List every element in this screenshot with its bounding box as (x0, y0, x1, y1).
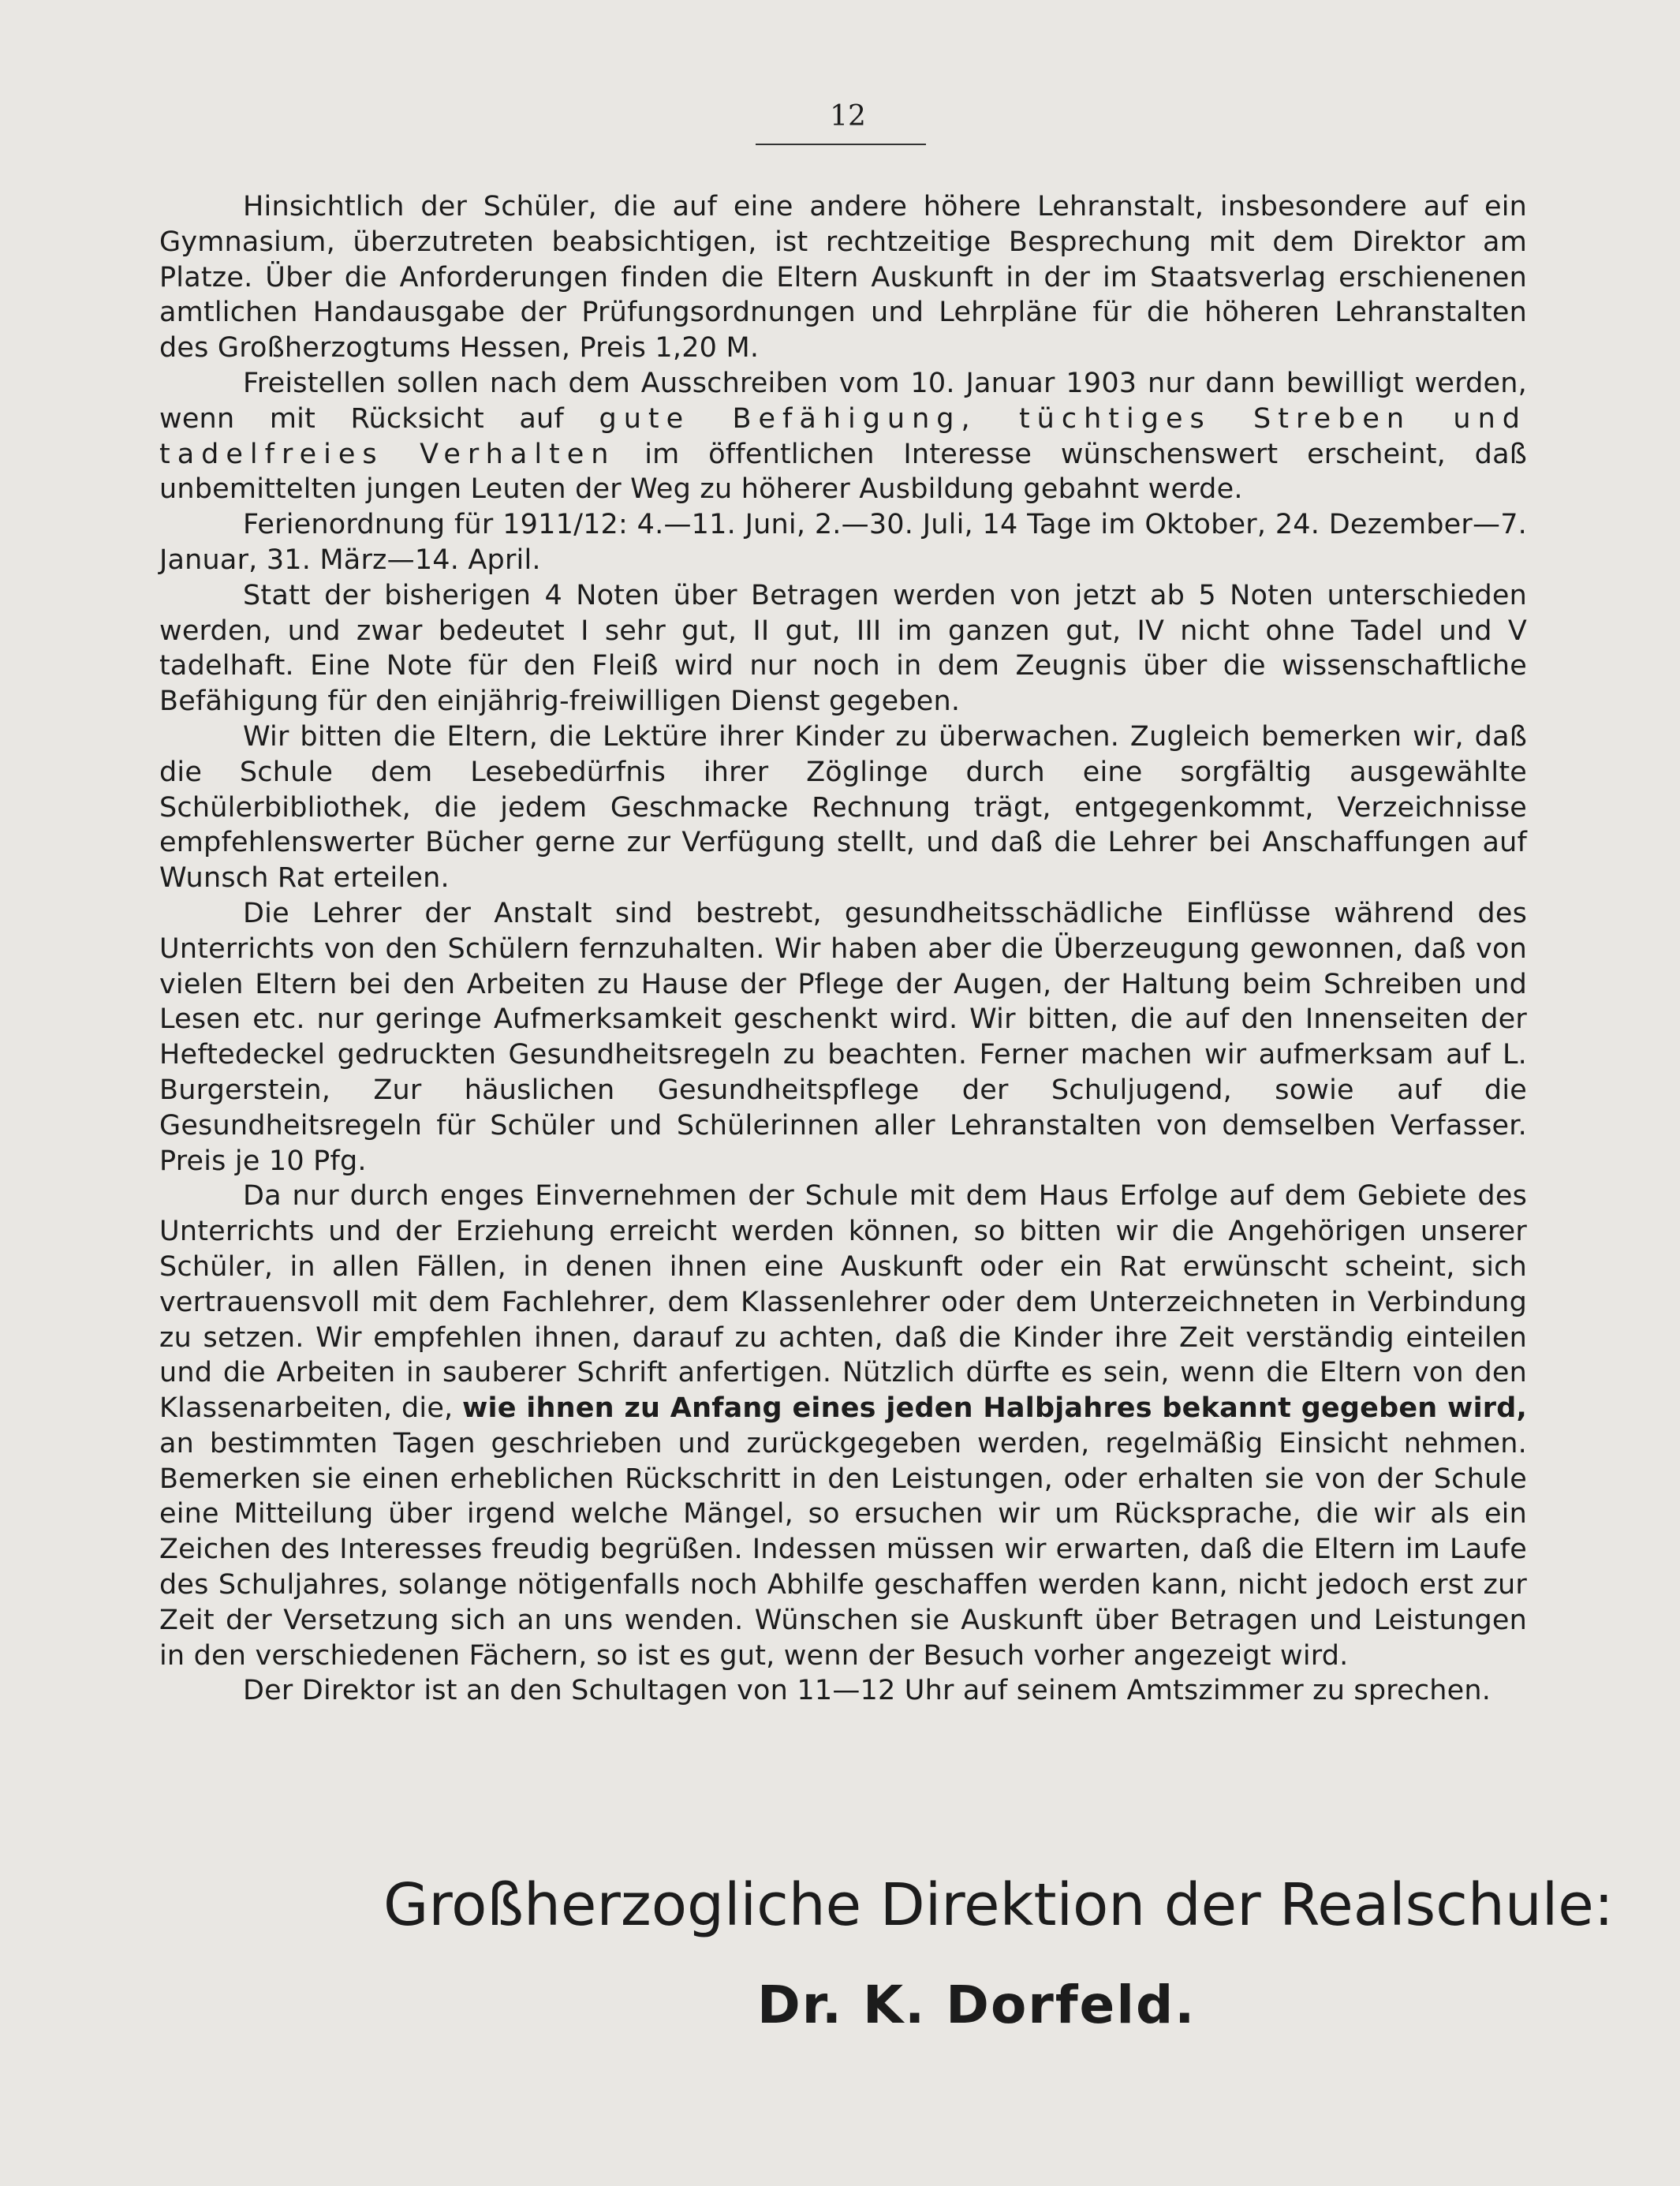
text-segment: im öffentlichen Interesse wünschenswert erscheint, daß unbemittelten jungen Leuten der Weg zu höherer Ausbildung gebahnt werde. (159, 438, 1527, 506)
page-number: 12 (830, 100, 866, 133)
signature-name: Dr. K. Dorfeld. (757, 1975, 1197, 2035)
text-segment: an bestimmten Tagen geschrieben und zurückgegeben werden, regelmäßig Einsicht nehmen. Bemerken sie einen erheblichen Rückschritt in den Leistungen, oder erhalten sie von der Schule eine Mitteilung über irgend welche Mängel, so ersuchen wir um Rücksprache, die wir als ein Zeichen des Interesses freudig begrüßen. Indessen müssen wir erwarten, daß die Eltern im Laufe des Schuljahres, solange nötigenfalls noch Abhilfe geschaffen werden kann, nicht jedoch erst zur Zeit der Versetzung sich an uns wenden. Wünschen sie Auskunft über Betragen und Leistungen in den verschiedenen Fächern, so ist es gut, wenn der Besuch vorher angezeigt wird. (159, 1427, 1527, 1672)
text-segment: Freistellen sollen nach dem Ausschreiben vom 10. Januar 1903 nur dann bewilligt werden, wenn mit Rücksicht auf (159, 367, 1527, 435)
body-text (159, 189, 1527, 1709)
text-segment: Der Direktor ist an den Schultagen von 11—12 Uhr auf seinem Amtszimmer zu sprechen. (243, 1675, 1491, 1707)
text-segment: Wir bitten die Eltern, die Lektüre ihrer Kinder zu überwachen. Zugleich bemerken wir, daß die Schule dem Lesebedürfnis ihrer Zöglinge durch eine sorgfältig ausgewählte Schülerbibliothek, die jedem Geschmacke Rechnung trägt, entgegenkommt, Verzeichnisse empfehlenswerter Bücher gerne zur Verfügung stellt, und daß die Lehrer bei Anschaffungen auf Wunsch Rat erteilen. (159, 720, 1527, 895)
text-segment: Statt der bisherigen 4 Noten über Betragen werden von jetzt ab 5 Noten unterschieden werden, und zwar bedeutet I sehr gut, II gut, III im ganzen gut, IV nicht ohne Tadel und V tadelhaft. Eine Note für den Fleiß wird nur noch in dem Zeugnis über die wissenschaftliche Befähigung für den einjährig-freiwilligen Dienst gegeben. (159, 579, 1527, 718)
paragraph (159, 507, 1527, 578)
paragraph (159, 366, 1527, 507)
paragraph (159, 719, 1527, 896)
text-segment: Die Lehrer der Anstalt sind bestrebt, gesundheitsschädliche Einflüsse während des Unterrichts von den Schülern fernzuhalten. Wir haben aber die Überzeugung gewonnen, daß von vielen Eltern bei den Arbeiten zu Hause der Pflege der Augen, der Haltung beim Schreiben und Lesen etc. nur geringe Aufmerksamkeit geschenkt wird. Wir bitten, die auf den Innenseiten der Heftedeckel gedruckten Gesundheitsregeln zu beachten. Ferner machen wir aufmerksam auf L. Burgerstein, Zur häuslichen Gesundheitspflege der Schuljugend, sowie auf die Gesundheitsregeln für Schüler und Schülerinnen aller Lehranstalten von demselben Verfasser. Preis je 10 Pfg. (159, 897, 1527, 1177)
text-segment: Hinsichtlich der Schüler, die auf eine andere höhere Lehranstalt, insbesondere auf ein Gymnasium, überzutreten beabsichtigen, ist rechtzeitige Besprechung mit dem Direktor am Platze. Über die Anforderungen finden die Eltern Auskunft in der im Staatsverlag erschienenen amtlichen Handausgabe der Prüfungsordnungen und Lehrpläne für die höheren Lehranstalten des Großherzogtums Hessen, Preis 1,20 M. (159, 191, 1527, 364)
spaced-emphasis: gute Befähigung, tüchtiges Streben und tadelfreies Verhalten (159, 402, 1527, 470)
paragraph (159, 1179, 1527, 1673)
paragraph (159, 578, 1527, 719)
paragraph (159, 896, 1527, 1179)
paragraph (159, 1673, 1527, 1709)
text-segment: Da nur durch enges Einvernehmen der Schule mit dem Haus Erfolge auf dem Gebiete des Unterrichts und der Erziehung erreicht werden können, so bitten wir die Angehörigen unserer Schüler, in allen Fällen, in denen ihnen eine Auskunft oder ein Rat erwünscht scheint, sich vertrauensvoll mit dem Fachlehrer, dem Klassenlehrer oder dem Unterzeichneten in Verbindung zu setzen. Wir empfehlen ihnen, darauf zu achten, daß die Kinder ihre Zeit verständig einteilen und die Arbeiten in sauberer Schrift anfertigen. Nützlich dürfte es sein, wenn die Eltern von den Klassenarbeiten, die, (159, 1180, 1527, 1425)
signature-institution: Großherzogliche Direktion der Realschule: (383, 1871, 1614, 1939)
page-number-rule (756, 144, 926, 145)
paragraph (159, 189, 1527, 366)
text-segment: Ferienordnung für 1911/12: 4.—11. Juni, 2.—30. Juli, 14 Tage im Oktober, 24. Dezember—7. Januar, 31. März—14. April. (159, 509, 1527, 576)
bold-emphasis: wie ihnen zu Anfang eines jeden Halbjahres bekannt gegeben wird, (461, 1392, 1528, 1425)
